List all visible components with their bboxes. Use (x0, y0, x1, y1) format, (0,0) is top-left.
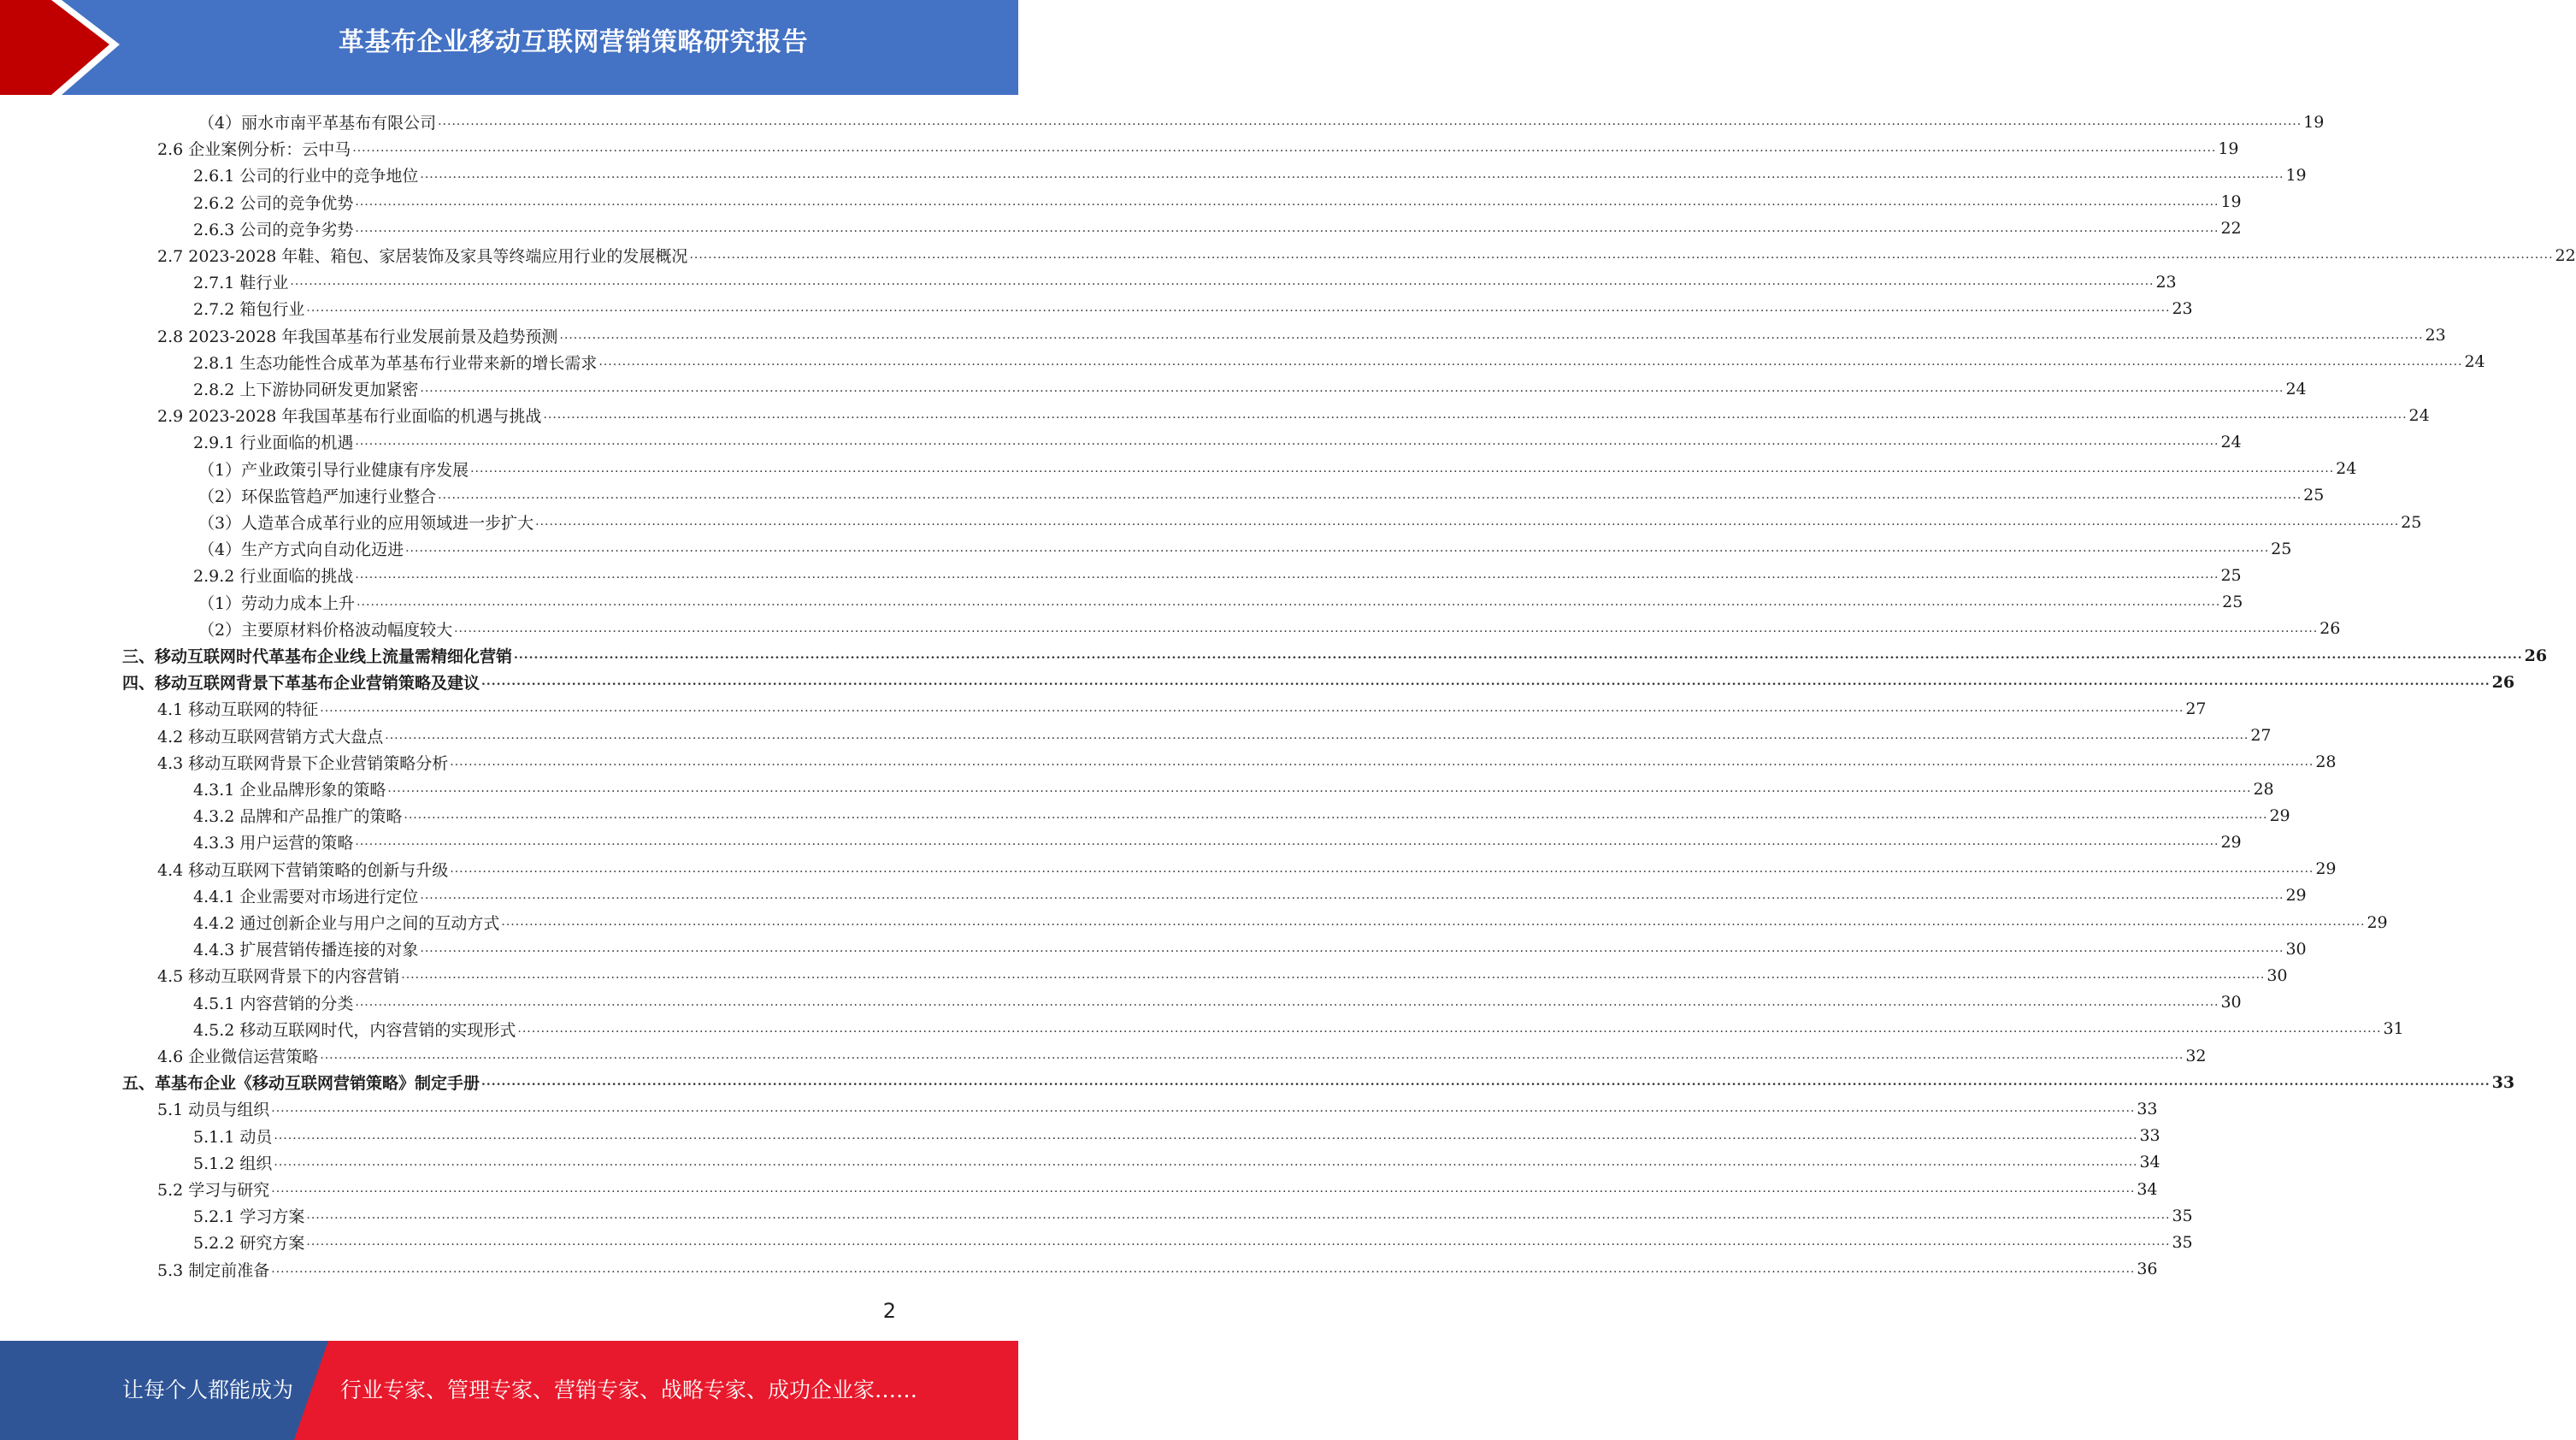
toc-dot-leader: ................................................................................................................................................................................................................................................................................................................................................................................................................ (355, 568, 2219, 582)
toc-entry-page: 24 (2336, 459, 2357, 479)
toc-dot-leader: ................................................................................................................................................................................................................................................................................................................................................................................................................ (387, 782, 2252, 795)
toc-dot-leader: ................................................................................................................................................................................................................................................................................................................................................................................................................ (306, 1235, 2171, 1249)
toc-entry[interactable] (157, 723, 2272, 749)
toc-entry-page: 32 (2185, 1046, 2207, 1065)
toc-dot-leader: ................................................................................................................................................................................................................................................................................................................................................................................................................ (355, 835, 2219, 849)
toc-dot-leader: ................................................................................................................................................................................................................................................................................................................................................................................................................ (535, 515, 2400, 528)
toc-dot-leader: ................................................................................................................................................................................................................................................................................................................................................................................................................ (355, 434, 2219, 449)
toc-dot-leader: ................................................................................................................................................................................................................................................................................................................................................................................................................ (481, 675, 2491, 689)
toc-dot-leader: ................................................................................................................................................................................................................................................................................................................................................................................................................ (450, 754, 2314, 769)
toc-dot-leader: ................................................................................................................................................................................................................................................................................................................................................................................................................ (357, 594, 2221, 609)
toc-dot-leader: ................................................................................................................................................................................................................................................................................................................................................................................................................ (271, 1261, 2136, 1276)
toc-entry-page: 22 (2220, 219, 2242, 239)
toc-dot-leader: ................................................................................................................................................................................................................................................................................................................................................................................................................ (689, 248, 2554, 262)
toc-entry[interactable] (193, 909, 2388, 935)
toc-entry[interactable] (157, 1176, 2158, 1202)
page-footer (0, 1341, 1018, 1440)
toc-dot-leader: ................................................................................................................................................................................................................................................................................................................................................................................................................ (271, 1182, 2136, 1195)
toc-entry[interactable] (193, 935, 2307, 962)
toc-dot-leader: ................................................................................................................................................................................................................................................................................................................................................................................................................ (352, 141, 2217, 156)
toc-dot-leader: ................................................................................................................................................................................................................................................................................................................................................................................................................ (401, 968, 2266, 983)
toc-entry-page: 29 (2220, 832, 2242, 852)
toc-entry-title: 2.9.2 行业面临的挑战 (193, 567, 354, 587)
toc-entry[interactable] (193, 428, 2242, 455)
toc-entry-page: 27 (2250, 726, 2272, 746)
toc-dot-leader: ................................................................................................................................................................................................................................................................................................................................................................................................................ (543, 408, 2408, 422)
toc-entry-page: 35 (2172, 1232, 2193, 1252)
toc-entry-title: 2.6.2 公司的竞争优势 (193, 193, 354, 213)
toc-entry-title: 5.2 学习与研究 (157, 1181, 270, 1200)
toc-dot-leader: ................................................................................................................................................................................................................................................................................................................................................................................................................ (405, 541, 2270, 556)
toc-entry-page: 29 (2285, 886, 2307, 906)
toc-dot-leader: ................................................................................................................................................................................................................................................................................................................................................................................................................ (355, 194, 2219, 209)
toc-dot-leader: ................................................................................................................................................................................................................................................................................................................................................................................................................ (274, 1154, 2138, 1169)
toc-entry-title: 4.1 移动互联网的特征 (157, 700, 319, 720)
toc-entry[interactable] (193, 1149, 2160, 1176)
toc-entry-title: （4）丽水市南平革基布有限公司 (198, 114, 437, 133)
toc-entry-page: 35 (2172, 1206, 2193, 1225)
toc-entry-title: 5.1.2 组织 (193, 1154, 273, 1173)
toc-entry[interactable] (198, 616, 2341, 642)
toc-entry-title: 4.2 移动互联网营销方式大盘点 (157, 727, 384, 747)
toc-entry-title: 五、革基布企业《移动互联网营销策略》制定手册 (122, 1074, 480, 1094)
toc-entry-page: 30 (2267, 965, 2288, 985)
toc-entry-page: 34 (2139, 1153, 2160, 1172)
toc-entry[interactable] (193, 1202, 2193, 1229)
toc-dot-leader: ................................................................................................................................................................................................................................................................................................................................................................................................................ (438, 115, 2302, 128)
toc-entry-title: 5.1 动员与组织 (157, 1101, 270, 1120)
toc-entry[interactable] (193, 349, 2485, 375)
toc-entry-page: 23 (2425, 326, 2446, 345)
toc-entry[interactable] (193, 215, 2242, 242)
toc-entry[interactable] (193, 882, 2307, 909)
toc-entry-title: 5.3 制定前准备 (157, 1260, 270, 1280)
toc-entry-page: 25 (2401, 512, 2422, 532)
toc-entry-page: 26 (2524, 646, 2548, 665)
toc-entry[interactable] (193, 375, 2307, 402)
toc-entry[interactable] (193, 1123, 2160, 1149)
toc-entry-title: 4.3.1 企业品牌形象的策略 (193, 781, 386, 800)
toc-entry-page: 29 (2315, 859, 2337, 879)
toc-entry[interactable] (193, 1229, 2193, 1255)
toc-entry-title: 四、移动互联网背景下革基布企业营销策略及建议 (122, 674, 480, 693)
toc-entry-page: 34 (2137, 1179, 2158, 1199)
toc-entry-title: 4.5.1 内容营销的分类 (193, 994, 354, 1013)
toc-entry-title: 2.8.2 上下游协同研发更加紧密 (193, 381, 419, 399)
toc-entry[interactable] (157, 402, 2430, 428)
toc-entry[interactable] (122, 669, 2515, 695)
toc-entry-page: 25 (2271, 539, 2292, 558)
toc-entry[interactable] (198, 589, 2243, 616)
toc-entry-title: 4.4 移动互联网下营销策略的创新与升级 (157, 860, 449, 880)
toc-entry-title: 4.6 企业微信运营策略 (157, 1048, 319, 1066)
toc-entry-page: 25 (2222, 593, 2243, 612)
toc-entry-title: 5.1.1 动员 (193, 1127, 273, 1147)
toc-entry[interactable] (193, 562, 2242, 588)
toc-entry[interactable] (193, 1016, 2404, 1042)
toc-entry-title: （1）劳动力成本上升 (198, 593, 356, 613)
toc-entry-title: 5.2.1 学习方案 (193, 1207, 305, 1227)
toc-entry[interactable] (198, 482, 2325, 509)
toc-entry[interactable] (157, 1095, 2158, 1122)
toc-entry-title: 2.8.1 生态功能性合成革为革基布行业带来新的增长需求 (193, 353, 598, 373)
toc-entry[interactable] (193, 776, 2274, 802)
toc-dot-leader: ................................................................................................................................................................................................................................................................................................................................................................................................................ (385, 728, 2249, 742)
toc-entry-title: 三、移动互联网时代革基布企业线上流量需精细化营销 (122, 647, 513, 666)
toc-entry-page: 31 (2383, 1019, 2404, 1039)
toc-dot-leader: ................................................................................................................................................................................................................................................................................................................................................................................................................ (404, 808, 2268, 823)
toc-entry-title: 2.6.3 公司的竞争劣势 (193, 220, 354, 239)
toc-entry[interactable] (198, 509, 2422, 535)
page-number: 2 (882, 1299, 896, 1323)
toc-entry[interactable] (157, 242, 2576, 269)
toc-entry-page: 26 (2491, 672, 2515, 692)
toc-entry[interactable] (157, 962, 2288, 989)
toc-entry[interactable] (157, 322, 2446, 349)
toc-entry-title: 4.4.3 扩展营销传播连接的对象 (193, 941, 419, 960)
toc-dot-leader: ................................................................................................................................................................................................................................................................................................................................................................................................................ (481, 1075, 2491, 1089)
toc-dot-leader: ................................................................................................................................................................................................................................................................................................................................................................................................................ (559, 328, 2424, 342)
toc-dot-leader: ................................................................................................................................................................................................................................................................................................................................................................................................................ (420, 381, 2284, 395)
toc-dot-leader: ................................................................................................................................................................................................................................................................................................................................................................................................................ (501, 915, 2366, 929)
toc-entry-title: 4.5 移动互联网背景下的内容营销 (157, 967, 400, 987)
toc-dot-leader: ................................................................................................................................................................................................................................................................................................................................................................................................................ (598, 354, 2463, 369)
toc-entry[interactable] (193, 829, 2242, 855)
document-title: 革基布企业移动互联网营销策略研究报告 (339, 27, 808, 57)
toc-entry-title: 4.5.2 移动互联网时代，内容营销的实现形式 (193, 1020, 516, 1040)
toc-entry[interactable] (198, 109, 2325, 135)
toc-dot-leader: ................................................................................................................................................................................................................................................................................................................................................................................................................ (274, 1128, 2138, 1142)
toc-dot-leader: ................................................................................................................................................................................................................................................................................................................................................................................................................ (320, 1048, 2184, 1062)
toc-entry-page: 24 (2220, 432, 2242, 451)
toc-entry[interactable] (157, 749, 2337, 776)
toc-entry-title: 4.3 移动互联网背景下企业营销策略分析 (157, 753, 449, 773)
toc-dot-leader: ................................................................................................................................................................................................................................................................................................................................................................................................................ (438, 487, 2302, 502)
toc-entry[interactable] (193, 989, 2242, 1016)
toc-entry-page: 22 (2555, 245, 2576, 265)
toc-dot-leader: ................................................................................................................................................................................................................................................................................................................................................................................................................ (306, 301, 2171, 316)
toc-entry-page: 29 (2269, 806, 2290, 825)
toc-entry-title: 5.2.2 研究方案 (193, 1234, 305, 1254)
toc-entry[interactable] (157, 135, 2239, 162)
toc-entry-title: 4.3.2 品牌和产品推广的策略 (193, 807, 403, 827)
toc-entry-title: 2.9.1 行业面临的机遇 (193, 434, 354, 453)
toc-entry-page: 24 (2464, 352, 2485, 372)
toc-entry[interactable] (193, 295, 2193, 322)
toc-entry-page: 19 (2285, 165, 2307, 185)
toc-entry[interactable] (193, 162, 2307, 188)
toc-entry-page: 28 (2253, 779, 2274, 799)
toc-entry-page: 19 (2303, 112, 2325, 132)
toc-entry-title: 4.4.1 企业需要对市场进行定位 (193, 887, 419, 906)
toc-dot-leader: ................................................................................................................................................................................................................................................................................................................................................................................................................ (450, 861, 2314, 876)
toc-dot-leader: ................................................................................................................................................................................................................................................................................................................................................................................................................ (355, 994, 2219, 1009)
toc-dot-leader: ................................................................................................................................................................................................................................................................................................................................................................................................................ (420, 168, 2284, 182)
toc-entry-page: 29 (2367, 912, 2388, 932)
toc-entry[interactable] (198, 456, 2357, 482)
toc-entry-title: （4）生产方式向自动化迈进 (198, 540, 404, 560)
toc-entry[interactable] (193, 269, 2177, 295)
toc-dot-leader: ................................................................................................................................................................................................................................................................................................................................................................................................................ (420, 941, 2284, 956)
toc-dot-leader: ................................................................................................................................................................................................................................................................................................................................................................................................................ (320, 701, 2184, 716)
toc-entry[interactable] (157, 695, 2207, 722)
toc-dot-leader: ................................................................................................................................................................................................................................................................................................................................................................................................................ (306, 1208, 2171, 1223)
toc-entry-title: 2.7 2023-2028 年鞋、箱包、家居装饰及家具等终端应用行业的发展概况 (157, 247, 688, 266)
toc-entry-page: 25 (2220, 565, 2242, 585)
toc-entry-page: 27 (2185, 699, 2207, 718)
toc-entry-page: 30 (2285, 939, 2307, 959)
footer-slogan-right: 行业专家、管理专家、营销专家、战略专家、成功企业家…… (340, 1378, 918, 1402)
toc-dot-leader: ................................................................................................................................................................................................................................................................................................................................................................................................................ (470, 461, 2335, 475)
toc-entry-title: （3）人造革合成革行业的应用领域进一步扩大 (198, 514, 534, 533)
toc-entry-page: 23 (2172, 298, 2193, 318)
toc-dot-leader: ................................................................................................................................................................................................................................................................................................................................................................................................................ (514, 648, 2523, 662)
toc-entry-page: 23 (2155, 272, 2177, 292)
toc-entry[interactable] (157, 856, 2337, 882)
toc-entry[interactable] (157, 1256, 2158, 1283)
toc-entry-page: 30 (2220, 993, 2242, 1012)
toc-entry-title: 2.8 2023-2028 年我国革基布行业发展前景及趋势预测 (157, 327, 558, 346)
toc-entry-page: 33 (2137, 1099, 2158, 1118)
toc-entry[interactable] (122, 1069, 2515, 1095)
toc-entry-page: 28 (2315, 752, 2337, 772)
toc-entry-title: 4.3.3 用户运营的策略 (193, 834, 354, 853)
toc-entry-title: （1）产业政策引导行业健康有序发展 (198, 460, 469, 480)
toc-dot-leader: ................................................................................................................................................................................................................................................................................................................................................................................................................ (454, 621, 2319, 635)
page-header (0, 0, 1018, 95)
toc-dot-leader: ................................................................................................................................................................................................................................................................................................................................................................................................................ (271, 1101, 2136, 1116)
toc-entry-page: 25 (2303, 486, 2325, 505)
toc-dot-leader: ................................................................................................................................................................................................................................................................................................................................................................................................................ (517, 1021, 2382, 1036)
toc-entry-page: 36 (2137, 1260, 2158, 1279)
toc-entry[interactable] (193, 189, 2242, 215)
toc-entry[interactable] (198, 535, 2292, 562)
toc-entry-title: （2）主要原材料价格波动幅度较大 (198, 620, 453, 640)
toc-entry-title: 2.7.1 鞋行业 (193, 274, 289, 293)
toc-entry-title: （2）环保监管趋严加速行业整合 (198, 487, 437, 506)
toc-entry[interactable] (193, 802, 2290, 829)
toc-dot-leader: ................................................................................................................................................................................................................................................................................................................................................................................................................ (290, 274, 2155, 289)
toc-dot-leader: ................................................................................................................................................................................................................................................................................................................................................................................................................ (355, 221, 2219, 235)
toc-entry-title: 4.4.2 通过创新企业与用户之间的互动方式 (193, 914, 500, 933)
toc-entry-page: 33 (2491, 1072, 2515, 1092)
toc-entry-page: 26 (2320, 619, 2341, 639)
toc-entry-page: 24 (2285, 379, 2307, 398)
toc-entry-title: 2.6 企业案例分析：云中马 (157, 140, 351, 160)
toc-entry-page: 24 (2408, 405, 2430, 425)
toc-entry-title: 2.9 2023-2028 年我国革基布行业面临的机遇与挑战 (157, 407, 542, 427)
toc-entry-title: 2.6.1 公司的行业中的竞争地位 (193, 167, 419, 186)
toc-entry-page: 19 (2220, 192, 2242, 212)
toc-entry[interactable] (157, 1042, 2207, 1069)
toc-entry-page: 33 (2139, 1126, 2160, 1146)
toc-entry-title: 2.7.2 箱包行业 (193, 300, 305, 320)
toc-dot-leader: ................................................................................................................................................................................................................................................................................................................................................................................................................ (420, 888, 2284, 902)
toc-entry-page: 19 (2218, 139, 2239, 158)
toc-entry[interactable] (122, 642, 2548, 669)
footer-slogan-left: 让每个人都能成为 (122, 1378, 294, 1402)
